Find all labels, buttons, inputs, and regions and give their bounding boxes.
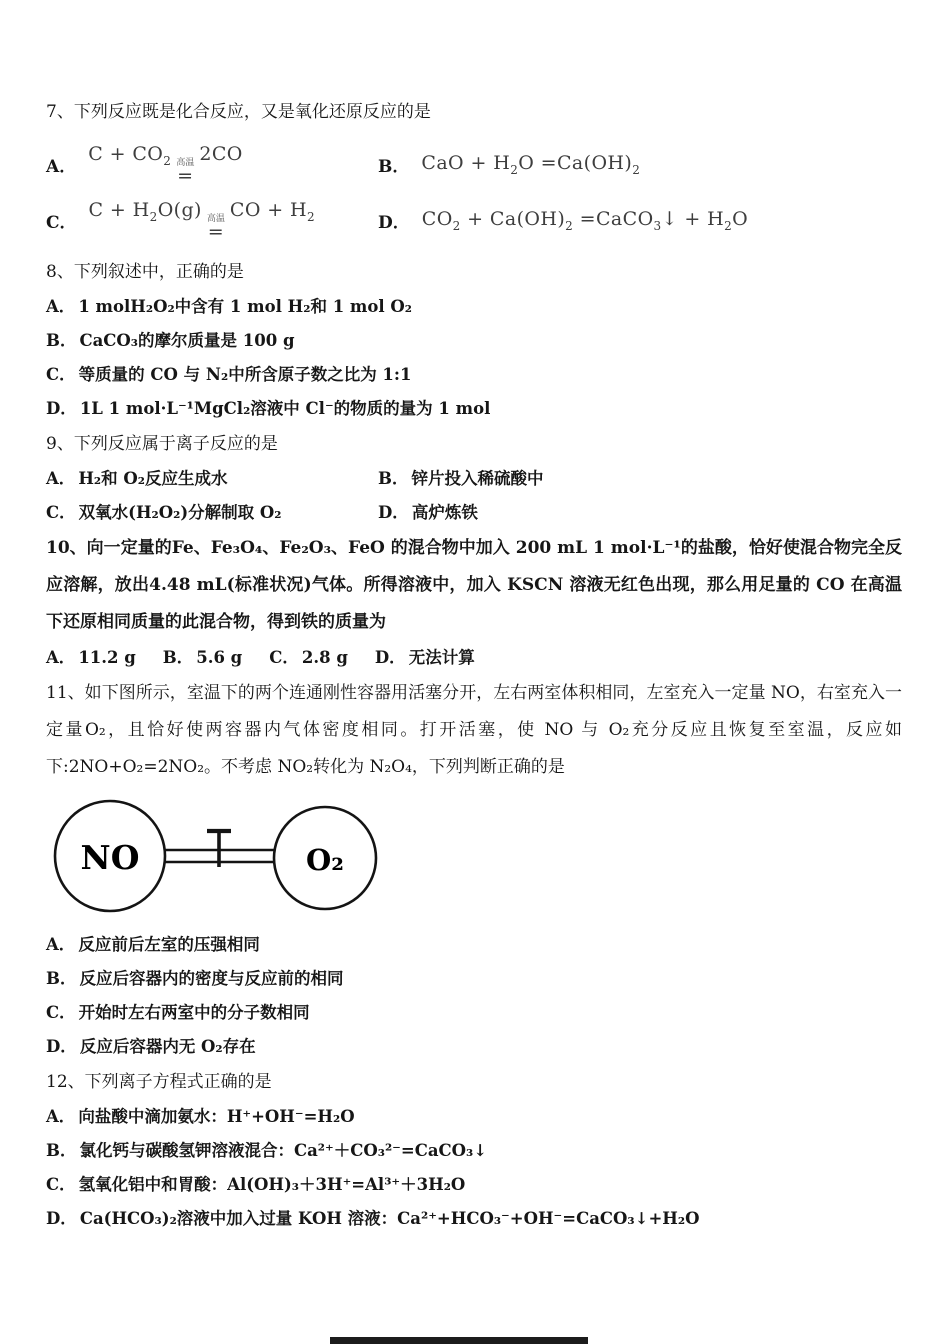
option-label: C． xyxy=(46,503,76,522)
question-9-stem: 9、下列反应属于离子反应的是 xyxy=(46,434,278,454)
question-11-option-b xyxy=(46,962,902,996)
question-9 xyxy=(46,426,902,530)
option-label: D． xyxy=(378,212,410,233)
question-8-option-c xyxy=(46,358,902,392)
question-7 xyxy=(46,94,902,248)
question-10-options xyxy=(46,641,902,675)
option-text: 开始时左右两室中的分子数相同 xyxy=(78,1003,310,1022)
question-11 xyxy=(46,675,902,1064)
question-12-option-b xyxy=(46,1134,902,1168)
option-text: 双氧水(H₂O₂)分解制取 O₂ xyxy=(78,503,282,522)
question-7-options xyxy=(46,136,902,248)
option-text: H₂和 O₂反应生成水 xyxy=(78,469,228,488)
question-9-options xyxy=(46,462,902,530)
question-11-stem: 11、如下图所示，室温下的两个连通刚性容器用活塞分开，左右两室体积相同，左室充入一定量 NO，右室充入一定量O₂，且恰好使两容器内气体密度相同。打开活塞，使 NO 与 O₂充分反应且恢复至室温，反应如下:2NO+O₂=2NO₂。不考虑 NO₂转化为 N₂O₄，下列判断正确的是 xyxy=(46,683,902,777)
option-label: A． xyxy=(46,648,76,667)
question-11-option-a xyxy=(46,928,902,962)
option-label: C． xyxy=(46,1003,76,1022)
question-12-option-d xyxy=(46,1202,902,1236)
option-formula: CaO + $H_2O =Ca(OH)_2$ xyxy=(421,151,641,177)
option-label: B． xyxy=(46,331,77,350)
option-label: D． xyxy=(374,648,406,667)
question-8-options xyxy=(46,290,902,426)
option-text: Ca(HCO₃)₂溶液中加入过量 KOH 溶液：Ca²⁺+HCO₃⁻+OH⁻=CaCO₃↓+H₂O xyxy=(79,1209,700,1228)
option-text: 反应前后左室的压强相同 xyxy=(78,935,260,954)
option-text: 向盐酸中滴加氨水：H⁺+OH⁻=H₂O xyxy=(78,1107,355,1126)
question-12-options xyxy=(46,1100,902,1236)
question-8-option-a xyxy=(46,290,902,324)
question-11-option-d xyxy=(46,1030,902,1064)
option-formula: $C + CO_2$ 高温 = 2CO xyxy=(88,143,243,187)
question-9-option-a xyxy=(46,462,378,496)
option-label: D． xyxy=(378,503,409,522)
question-9-option-c xyxy=(46,496,378,530)
option-text: 11.2 g xyxy=(78,648,136,667)
option-text: 2.8 g xyxy=(301,648,348,667)
question-7-stem: 7、下列反应既是化合反应，又是氧化还原反应的是 xyxy=(46,102,431,122)
option-formula: $C + H_2O(g)$ 高温 = CO + $H_2$ xyxy=(88,199,316,243)
option-label: B． xyxy=(162,648,194,667)
apparatus-diagram xyxy=(48,792,902,918)
option-text: 反应后容器内的密度与反应前的相同 xyxy=(79,969,344,988)
question-7-option-b xyxy=(378,136,902,192)
option-text: 1 molH₂O₂中含有 1 mol H₂和 1 mol O₂ xyxy=(78,297,412,316)
question-10 xyxy=(46,530,902,675)
question-12-option-a xyxy=(46,1100,902,1134)
question-10-option-a xyxy=(46,641,136,675)
question-8-option-d xyxy=(46,392,902,426)
left-vessel-label: NO xyxy=(80,838,140,877)
option-text: 高炉炼铁 xyxy=(411,503,478,522)
question-10-option-c xyxy=(269,641,348,675)
option-label: A． xyxy=(46,297,76,316)
question-8-option-b xyxy=(46,324,902,358)
option-text: 1L 1 mol·L⁻¹MgCl₂溶液中 Cl⁻的物质的量为 1 mol xyxy=(79,399,491,418)
option-text: 5.6 g xyxy=(196,648,243,667)
option-label: D． xyxy=(46,399,77,418)
question-10-option-d xyxy=(375,641,475,675)
option-label: A． xyxy=(46,469,76,488)
option-text: 无法计算 xyxy=(408,648,475,667)
question-7-option-d xyxy=(378,192,902,248)
question-7-option-c xyxy=(46,192,378,248)
page-edge-mark xyxy=(330,1337,588,1344)
question-11-options xyxy=(46,928,902,1064)
question-9-option-d xyxy=(378,496,902,530)
option-label: A． xyxy=(46,935,76,954)
option-label: B． xyxy=(378,469,409,488)
option-label: D． xyxy=(46,1037,77,1056)
option-text: 锌片投入稀硫酸中 xyxy=(411,469,544,488)
question-12-option-c xyxy=(46,1168,902,1202)
question-10-stem: 10、向一定量的Fe、Fe₃O₄、Fe₂O₃、FeO 的混合物中加入 200 mL 1 mol·L⁻¹的盐酸，恰好使混合物完全反应溶解，放出4.48 mL(标准状况)气体。所得溶液中，加入 KSCN 溶液无红色出现，那么用足量的 CO 在高温下还原相同质量的此混合物，得到铁的质量为 xyxy=(46,538,902,632)
question-11-option-c xyxy=(46,996,902,1030)
option-label: A． xyxy=(46,156,77,177)
connected-vessels-svg xyxy=(48,792,393,918)
question-10-option-b xyxy=(163,641,242,675)
question-7-option-a xyxy=(46,136,378,192)
option-formula: $CO_2 + Ca(OH)_2$ =CaCO$_3$↓ + $H_2O$ xyxy=(421,207,749,233)
option-label: D． xyxy=(46,1209,77,1228)
option-label: B． xyxy=(46,1141,77,1160)
right-vessel-label: O₂ xyxy=(306,843,344,877)
question-8-stem: 8、下列叙述中，正确的是 xyxy=(46,262,244,282)
question-12 xyxy=(46,1064,902,1236)
option-label: C． xyxy=(269,648,299,667)
option-text: 反应后容器内无 O₂存在 xyxy=(79,1037,256,1056)
question-12-stem: 12、下列离子方程式正确的是 xyxy=(46,1072,272,1092)
option-text: 氯化钙与碳酸氢钾溶液混合：Ca²⁺＋CO₃²⁻=CaCO₃↓ xyxy=(79,1141,488,1160)
option-label: B． xyxy=(46,969,77,988)
option-text: CaCO₃的摩尔质量是 100 g xyxy=(79,331,295,350)
question-9-option-b xyxy=(378,462,902,496)
question-8 xyxy=(46,254,902,426)
option-text: 等质量的 CO 与 N₂中所含原子数之比为 1:1 xyxy=(78,365,412,384)
option-label: C． xyxy=(46,1175,76,1194)
option-label: C． xyxy=(46,365,76,384)
option-text: 氢氧化铝中和胃酸：Al(OH)₃＋3H⁺=Al³⁺＋3H₂O xyxy=(78,1175,466,1194)
option-label: A． xyxy=(46,1107,76,1126)
option-label: C． xyxy=(46,212,77,233)
option-label: B． xyxy=(378,156,410,177)
